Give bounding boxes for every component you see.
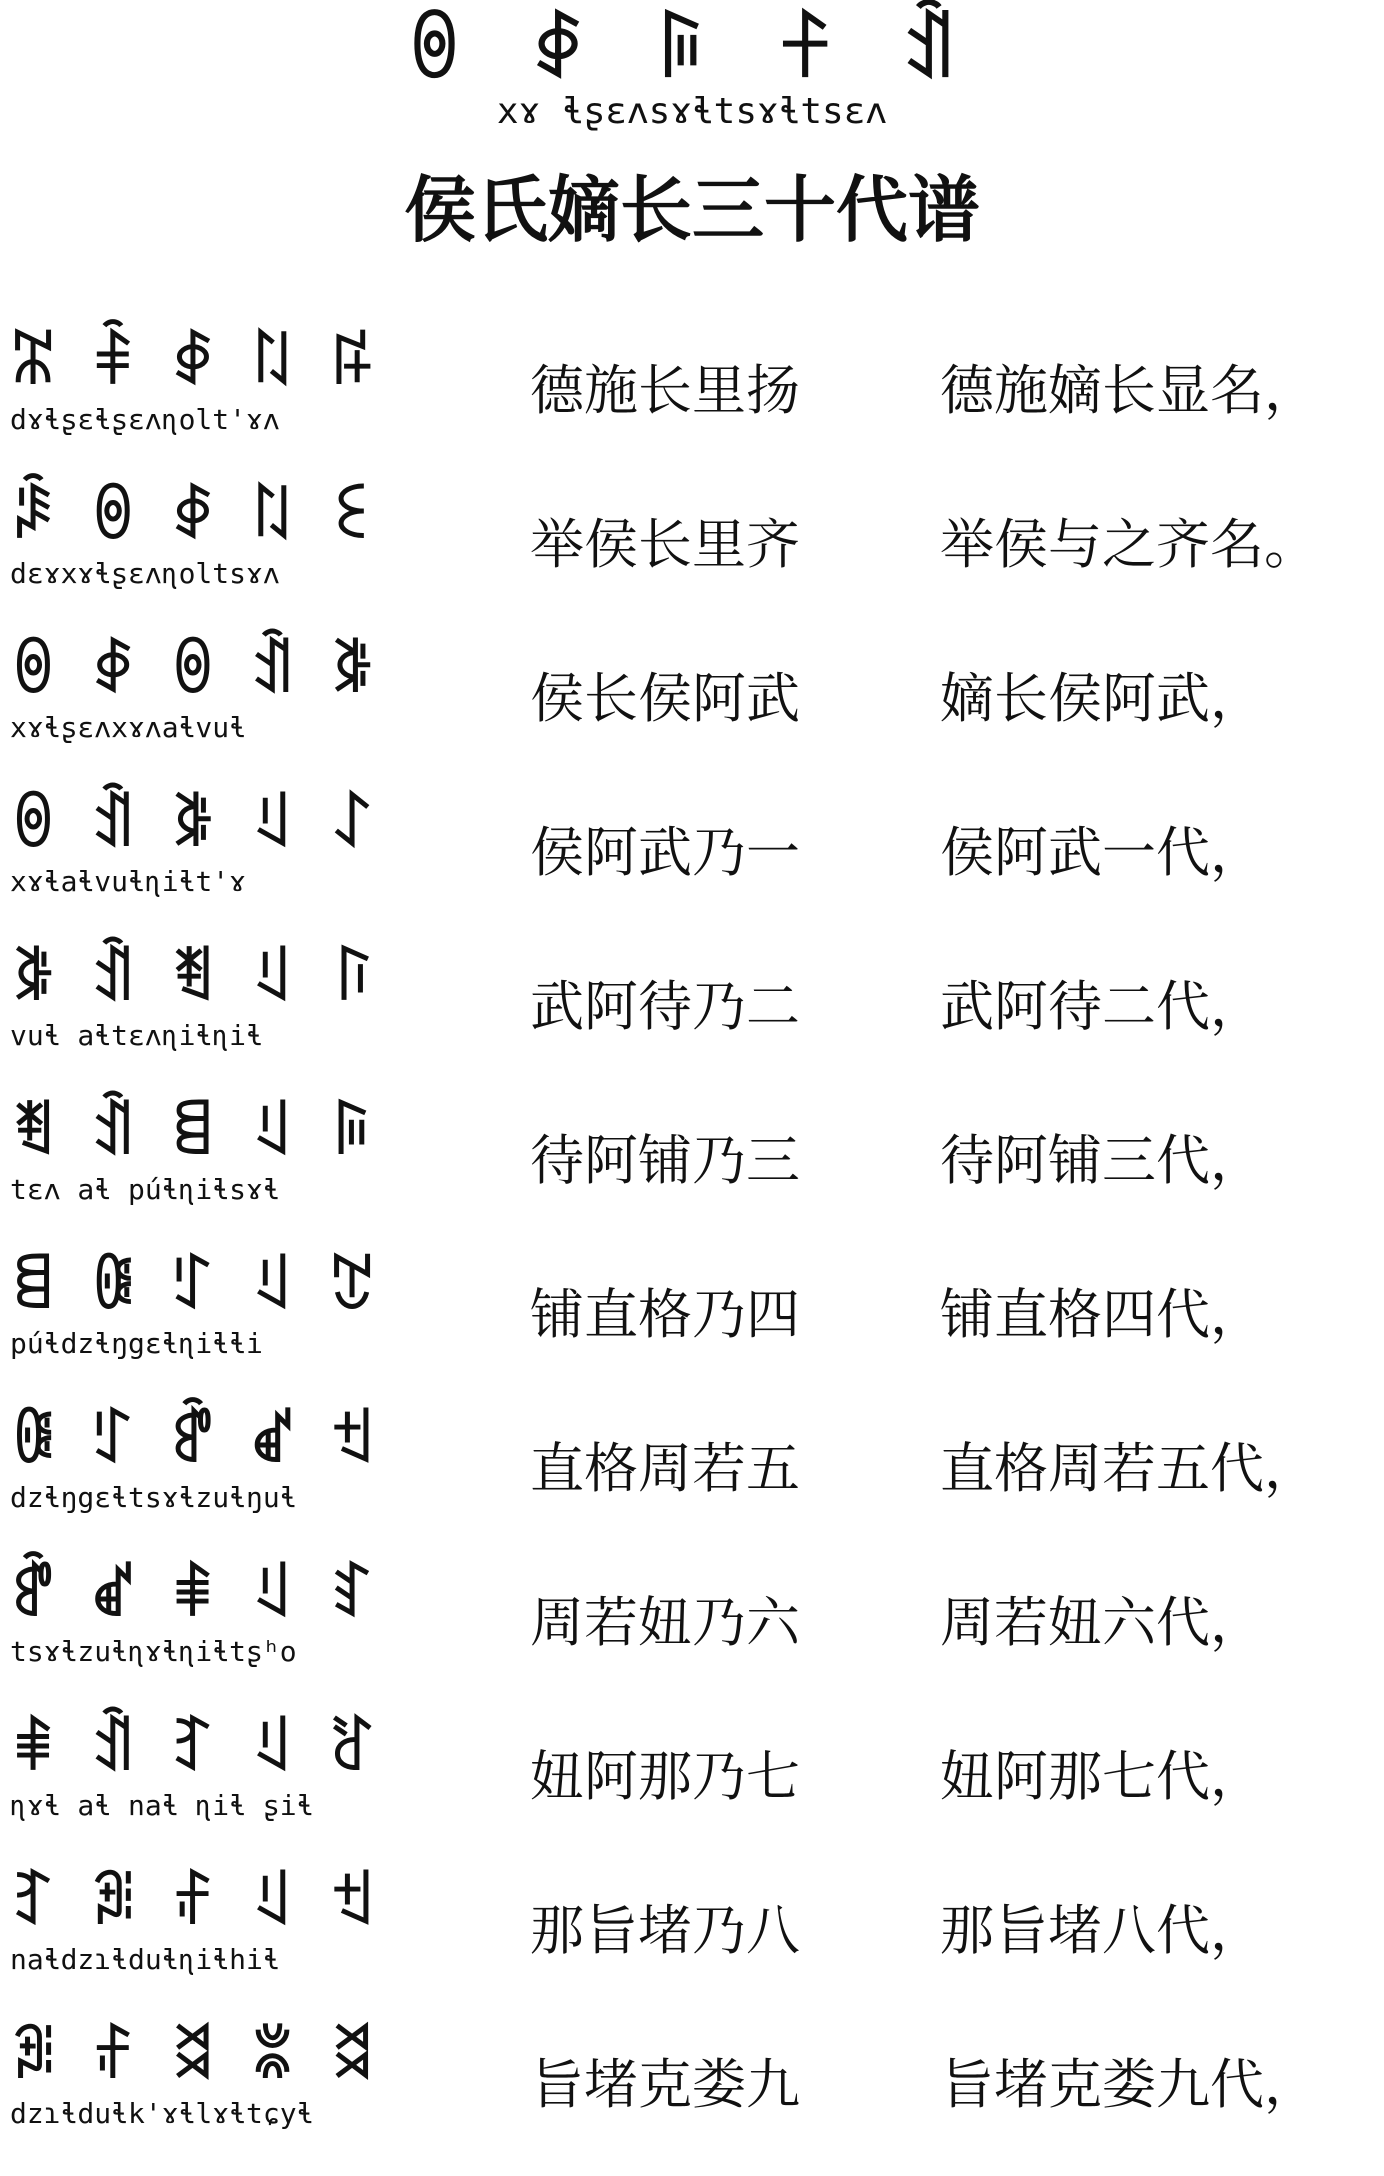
yi-romanization: dzɬŋgɛɬtsɤɬzuɬŋuɬ bbox=[10, 1481, 297, 1514]
page-header bbox=[0, 0, 1384, 280]
chinese-meaning: 待阿铺三代， bbox=[940, 1129, 1264, 1192]
yi-script-line: ꍃ ꄙ ꈬ ꇢ ꈬ bbox=[10, 2022, 382, 2092]
genealogy-row bbox=[0, 1860, 1384, 2014]
chinese-transliteration: 那旨堵乃八 bbox=[530, 1899, 800, 1962]
yi-script-line: ꄪ ꉻ ꇉ ꇁ ꏂ bbox=[10, 482, 382, 552]
yi-script-line: ꍖ ꑱ ꑌ ꆹ ꆏ bbox=[10, 1560, 382, 1630]
yi-script-line: ꑌ ꀉ ꆈ ꆹ ꋒ bbox=[10, 1714, 382, 1784]
yi-romanization: tɛʌ aɬ púɬɳiɬsɤɬ bbox=[10, 1173, 280, 1206]
chinese-transliteration: 侯阿武乃一 bbox=[530, 821, 800, 884]
yi-script-line: ꆈ ꍃ ꄙ ꆹ ꉬ bbox=[10, 1868, 382, 1938]
genealogy-row bbox=[0, 1398, 1384, 1552]
yi-script-line: ꉻ ꇉ ꉻ ꀉ ꃗ bbox=[10, 636, 382, 706]
yi-script-line: ꄮ ꀉ ꁌ ꆹ ꌕ bbox=[10, 1098, 382, 1168]
chinese-meaning: 妞阿那七代， bbox=[940, 1745, 1264, 1808]
yi-romanization: xɤɬʂɛʌxɤʌaɬvuɬ bbox=[10, 711, 247, 744]
yi-romanization: dɛɤxɤɬʂɛʌɳoltsɤʌ bbox=[10, 557, 280, 590]
chinese-meaning: 铺直格四代， bbox=[940, 1283, 1264, 1346]
yi-script-title: ꉻ ꇉ ꌕ ꊰ ꀉ bbox=[405, 8, 979, 94]
genealogy-row bbox=[0, 2014, 1384, 2168]
genealogy-row bbox=[0, 628, 1384, 782]
chinese-meaning: 那旨堵八代， bbox=[940, 1899, 1264, 1962]
yi-title-transliteration: xɤ ɬʂɛʌsɤɬtsɤɬtsɛʌ bbox=[496, 91, 888, 132]
chinese-transliteration: 周若妞乃六 bbox=[530, 1591, 800, 1654]
yi-script-line: ꍆ ꇰ ꍖ ꑱ ꉬ bbox=[10, 1406, 382, 1476]
chinese-meaning: 直格周若五代， bbox=[940, 1437, 1318, 1500]
chinese-title: 侯氏嫡长三十代谱 bbox=[403, 168, 980, 252]
chinese-transliteration: 铺直格乃四 bbox=[530, 1283, 800, 1346]
yi-script-line: ꁌ ꍆ ꇰ ꆹ ꇖ bbox=[10, 1252, 382, 1322]
yi-text-block bbox=[10, 782, 430, 936]
yi-romanization: tsɤɬzuɬɳɤɬɳiɬtʂʰo bbox=[10, 1635, 297, 1668]
chinese-meaning: 旨堵克娄九代， bbox=[940, 2053, 1318, 2116]
yi-text-block bbox=[10, 1398, 430, 1552]
yi-romanization: naɬdzɿɬduɬɳiɬhiɬ bbox=[10, 1943, 280, 1976]
yi-script-line: ꄓ ꅩ ꇉ ꇁ ꌬ bbox=[10, 328, 382, 398]
chinese-transliteration: 武阿待乃二 bbox=[530, 975, 800, 1038]
genealogy-row bbox=[0, 1244, 1384, 1398]
chinese-meaning: 周若妞六代， bbox=[940, 1591, 1264, 1654]
chinese-meaning: 侯阿武一代， bbox=[940, 821, 1264, 884]
genealogy-row bbox=[0, 936, 1384, 1090]
yi-text-block bbox=[10, 1244, 430, 1398]
chinese-transliteration: 旨堵克娄九 bbox=[530, 2053, 800, 2116]
yi-romanization: xɤɬaɬvuɬɳiɬt'ɤ bbox=[10, 865, 247, 898]
yi-text-block bbox=[10, 474, 430, 628]
yi-text-block bbox=[10, 2014, 430, 2168]
chinese-meaning: 德施嫡长显名， bbox=[940, 359, 1318, 422]
chinese-transliteration: 侯长侯阿武 bbox=[530, 667, 800, 730]
chinese-meaning: 举侯与之齐名。 bbox=[940, 513, 1318, 576]
yi-text-block bbox=[10, 1552, 430, 1706]
chinese-transliteration: 待阿铺乃三 bbox=[530, 1129, 800, 1192]
genealogy-row bbox=[0, 1706, 1384, 1860]
chinese-meaning: 嫡长侯阿武， bbox=[940, 667, 1264, 730]
genealogy-row bbox=[0, 474, 1384, 628]
yi-script-line: ꃗ ꀉ ꄮ ꆹ ꑍ bbox=[10, 944, 382, 1014]
yi-romanization: dzɿɬduɬk'ɤɬlɤɬtɕyɬ bbox=[10, 2097, 314, 2130]
chinese-transliteration: 妞阿那乃七 bbox=[530, 1745, 800, 1808]
yi-text-block bbox=[10, 936, 430, 1090]
chinese-transliteration: 德施长里扬 bbox=[530, 359, 800, 422]
yi-text-block bbox=[10, 628, 430, 782]
yi-romanization: dɤɬʂɛɬʂɛʌɳolt'ɤʌ bbox=[10, 403, 280, 436]
yi-romanization: ɳɤɬ aɬ naɬ ɳiɬ ʂiɬ bbox=[10, 1789, 314, 1822]
chinese-transliteration: 举侯长里齐 bbox=[530, 513, 800, 576]
yi-text-block bbox=[10, 320, 430, 474]
yi-text-block bbox=[10, 1090, 430, 1244]
chinese-transliteration: 直格周若五 bbox=[530, 1437, 800, 1500]
genealogy-row bbox=[0, 1552, 1384, 1706]
yi-script-line: ꉻ ꀉ ꃗ ꆹ ꋍ bbox=[10, 790, 382, 860]
yi-text-block bbox=[10, 1706, 430, 1860]
genealogy-row bbox=[0, 1090, 1384, 1244]
genealogy-row bbox=[0, 782, 1384, 936]
genealogy-row bbox=[0, 320, 1384, 474]
yi-text-block bbox=[10, 1860, 430, 2014]
chinese-meaning: 武阿待二代， bbox=[940, 975, 1264, 1038]
yi-romanization: púɬdzɬŋgɛɬɳiɬɬi bbox=[10, 1327, 263, 1360]
yi-romanization: vuɬ aɬtɛʌɳiɬɳiɬ bbox=[10, 1019, 263, 1052]
